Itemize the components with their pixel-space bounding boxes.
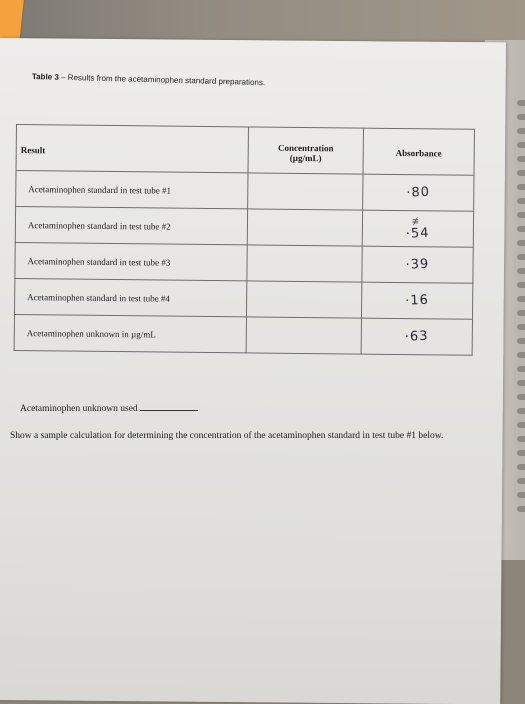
row-label: Acetaminophen standard in test tube #2 — [15, 207, 247, 245]
concentration-cell[interactable] — [248, 173, 363, 210]
table-row — [16, 171, 474, 212]
absorbance-cell[interactable] — [362, 210, 473, 247]
handwritten-absorbance: ·16 — [405, 292, 430, 309]
binder-rings — [511, 100, 525, 560]
table-caption-text: – Results from the acetaminophen standard preparations. — [58, 72, 266, 88]
absorbance-cell[interactable] — [361, 318, 472, 355]
absorbance-cell[interactable] — [363, 174, 474, 211]
row-label: Acetaminophen standard in test tube #1 — [16, 171, 248, 209]
table-row — [15, 278, 473, 319]
header-concentration — [248, 127, 363, 174]
table-row — [15, 207, 473, 248]
crossed-out-mark: ≢ — [411, 214, 425, 229]
results-table — [14, 124, 475, 356]
row-label: Acetaminophen standard in test tube #3 — [15, 242, 247, 280]
handwritten-absorbance: ·39 — [405, 256, 430, 273]
concentration-cell[interactable] — [247, 245, 362, 282]
unknown-used-blank[interactable] — [140, 410, 198, 411]
absorbance-cell[interactable] — [362, 246, 473, 283]
table-row — [15, 242, 473, 283]
concentration-cell[interactable] — [246, 281, 361, 318]
unknown-used-line — [20, 404, 198, 414]
row-label: Acetaminophen unknown in µg/mL — [14, 314, 246, 352]
handwritten-absorbance: ·54 — [405, 225, 431, 242]
handwritten-absorbance: ·80 — [406, 184, 431, 201]
table-header-row — [16, 125, 474, 176]
table-caption-label: Table 3 — [31, 72, 59, 82]
concentration-cell[interactable] — [247, 209, 362, 246]
concentration-cell[interactable] — [246, 317, 361, 354]
unknown-used-label: Acetaminophen unknown used — [20, 404, 138, 414]
header-concentration-label: Concentration — [277, 142, 334, 154]
calculation-instruction: Show a sample calculation for determining the concentration of the acetaminophen standard in test tube #1 below. — [10, 431, 444, 441]
handwritten-absorbance: ·63 — [404, 328, 429, 345]
absorbance-cell[interactable] — [361, 282, 472, 319]
row-label: Acetaminophen standard in test tube #4 — [15, 278, 247, 316]
header-concentration-unit: (µg/mL) — [289, 152, 322, 164]
header-result: Result — [16, 125, 248, 173]
table-row — [14, 314, 472, 355]
header-absorbance: Absorbance — [363, 128, 474, 175]
